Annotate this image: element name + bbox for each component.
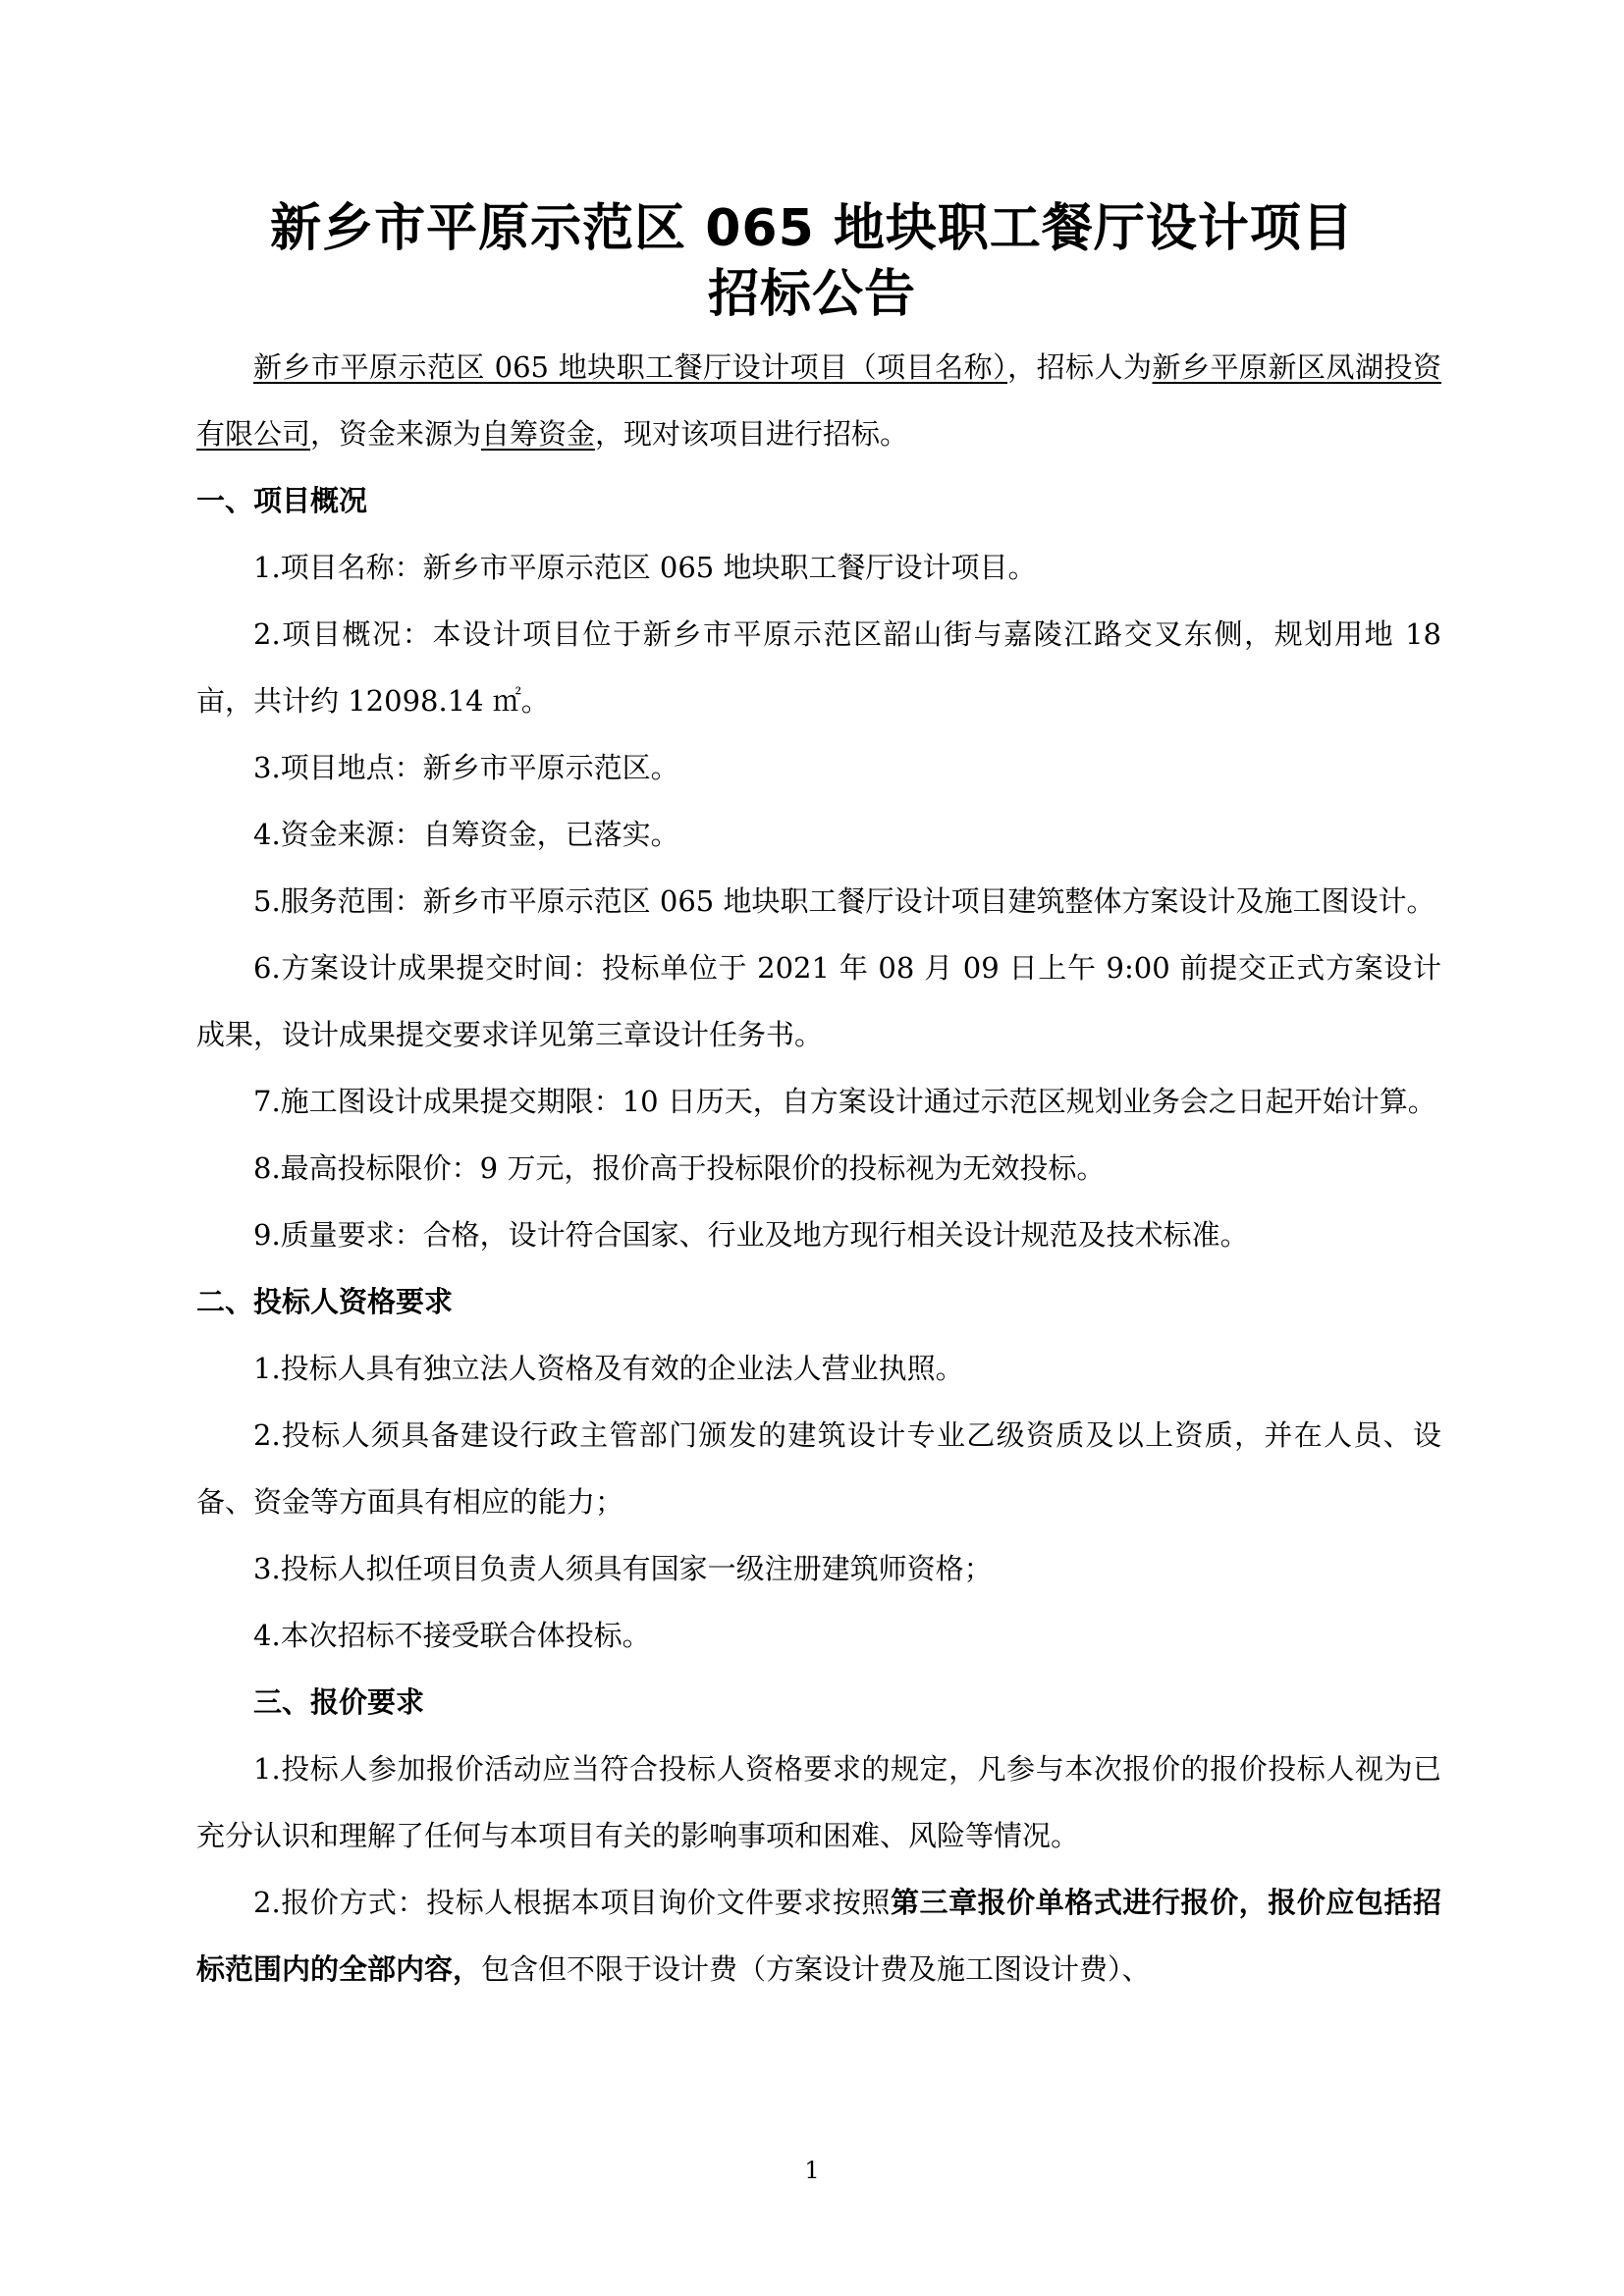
document-title-line1: 新乡市平原示范区 065 地块职工餐厅设计项目 [270, 199, 1354, 258]
section2-item-3: 3.投标人拟任项目负责人须具有国家一级注册建筑师资格； [253, 1552, 993, 1585]
section1-item-3: 3.项目地点：新乡市平原示范区。 [253, 751, 679, 784]
section1-item-8: 8.最高投标限价：9 万元，报价高于投标限价的投标视为无效投标。 [253, 1151, 1106, 1185]
section1-item-1: 1.项目名称：新乡市平原示范区 065 地块职工餐厅设计项目。 [253, 551, 1037, 584]
section2-heading: 二、投标人资格要求 [196, 1285, 454, 1318]
section3-item2-bold: 第三章报价单格式进行报价，报价应包括招标范围内的全部内容， [196, 1886, 1441, 1986]
section3-heading: 三、报价要求 [253, 1685, 425, 1719]
fund-source-underlined: 自筹资金 [481, 417, 596, 451]
section1-item-6: 6.方案设计成果提交时间：投标单位于 2021 年 08 月 09 日上午 9:00 前提交正式方案设计成果，设计成果提交要求详见第三章设计任务书。 [196, 951, 1441, 1051]
section3-item2-lead: 2.报价方式：投标人根据本项目询价文件要求按照 [253, 1886, 891, 1919]
section1-item-9: 9.质量要求：合格，设计符合国家、行业及地方现行相关设计规范及技术标准。 [253, 1218, 1249, 1252]
section3-item2-tail: 包含但不限于设计费（方案设计费及施工图设计费）、 [481, 1952, 1151, 1986]
tenderer-underlined: 新乡平原新区凤湖投资有限公司 [196, 350, 1441, 451]
document-body [196, 334, 1441, 2002]
intro-sep2: ，资金来源为 [310, 417, 482, 451]
section2-item-2: 2.投标人须具备建设行政主管部门颁发的建筑设计专业乙级资质及以上资质，并在人员、设备、资金等方面具有相应的能力； [196, 1418, 1441, 1519]
section3-item-1: 1.投标人参加报价活动应当符合投标人资格要求的规定，凡参与本次报价的报价投标人视为已充分认识和理解了任何与本项目有关的影响事项和困难、风险等情况。 [196, 1752, 1441, 1852]
section1-item-5: 5.服务范围：新乡市平原示范区 065 地块职工餐厅设计项目建筑整体方案设计及施工图设计。 [253, 884, 1435, 918]
section1-item-4: 4.资金来源：自筹资金，已落实。 [253, 818, 679, 851]
project-name-underlined: 新乡市平原示范区 065 地块职工餐厅设计项目（项目名称） [253, 350, 1008, 384]
section1-item-2: 2.项目概况：本设计项目位于新乡市平原示范区韶山街与嘉陵江路交叉东侧，规划用地 18 亩，共计约 12098.14 ㎡。 [196, 617, 1441, 718]
section3-item-2 [196, 1869, 1441, 2002]
section1-heading: 一、项目概况 [196, 484, 368, 517]
intro-paragraph [196, 334, 1441, 467]
intro-tail: ，现对该项目进行招标。 [595, 417, 909, 451]
section1-item-7: 7.施工图设计成果提交期限：10 日历天，自方案设计通过示范区规划业务会之日起开始计算。 [253, 1085, 1436, 1118]
document-title-line2: 招标公告 [707, 265, 916, 324]
section2-item-4: 4.本次招标不接受联合体投标。 [253, 1619, 651, 1652]
section2-item-1: 1.投标人具有独立法人资格及有效的企业法人营业执照。 [253, 1352, 964, 1385]
page-number: 1 [804, 2157, 820, 2184]
intro-sep1: ，招标人为 [1007, 350, 1153, 384]
